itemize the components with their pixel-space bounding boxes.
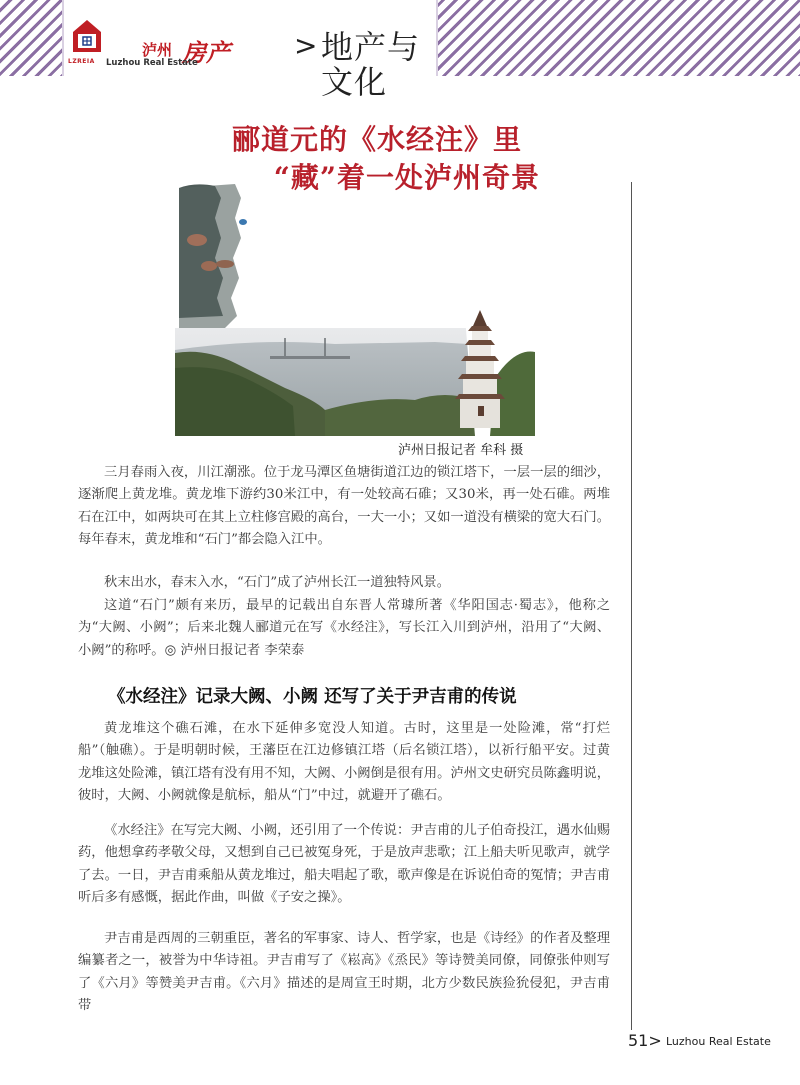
article-title-line-2: “藏”着一处泸州奇景 <box>273 161 540 194</box>
logo-english-text: Luzhou Real Estate <box>106 58 198 68</box>
river-pagoda-photo <box>175 178 535 436</box>
header-separator: > <box>294 29 318 62</box>
house-logo-icon <box>72 18 102 56</box>
paragraph-top-2: 秋末出水，春末入水，“石门”成了泸州长江一道独特风景。 <box>104 575 451 590</box>
logo-brand-text: LZREIA <box>68 58 95 65</box>
logo-city-text: 泸州 <box>142 41 173 59</box>
paragraph-bottom-2: 《水经注》在写完大阙、小阙，还引用了一个传说：尹吉甫的儿子伯奇投江，遇水仙赐药，他想拿药孝敬父母，又想到自己已被冤身死，于是放声悲歌；江上船夫听见歌声，就学了去。一日，尹吉甫乘船从黄龙堆过，船夫唱起了歌，歌声像是在诉说伯奇的冤情；尹吉甫听后多有感慨，据此作曲，叫做《子安之操》。 <box>78 823 610 905</box>
header-logo-panel <box>62 0 438 102</box>
page-number: 51> <box>628 1031 662 1050</box>
paragraph-top-3: 这道“石门”颇有来历，最早的记载出自东晋人常璩所著《华阳国志·蜀志》，他称之为“大阙、小阙”；后来北魏人郦道元在写《水经注》，写长江入川到泸州，沿用了“大阙、小阙”的称呼。◎ 泸州日报记者 李荣泰 <box>78 598 610 658</box>
paragraph-bottom-1: 黄龙堆这个礁石滩，在水下延伸多宽没人知道。古时，这里是一处险滩，常“打烂船”（触礁）。于是明朝时候，王藩臣在江边修镇江塔（后名锁江塔），以祈行船平安。过黄龙堆这处险滩，镇江塔有没有用不知，大阙、小阙倒是很有用。泸州文史研究员陈鑫明说，彼时，大阙、小阙就像是航标，船从“门”中过，就避开了礁石。 <box>78 721 610 803</box>
paragraph-bottom-3: 尹吉甫是西周的三朝重臣，著名的军事家、诗人、哲学家，也是《诗经》的作者及整理编纂者之一，被誉为中华诗祖。尹吉甫写了《崧高》《烝民》等诗赞美同僚，同僚张仲则写了《六月》等赞美尹吉甫。《六月》描述的是周宣王时期，北方少数民族猃狁侵犯，尹吉甫带 <box>78 931 610 1013</box>
section-subheading: 《水经注》记录大阙、小阙 还写了关于尹吉甫的传说 <box>108 687 517 707</box>
photo-credit: 泸州日报记者 牟科 摄 <box>398 443 524 458</box>
article-title-line-1: 郦道元的《水经注》里 <box>231 123 522 156</box>
logo-fangchan-text: 房产 <box>182 38 230 67</box>
footer-english-title: Luzhou Real Estate <box>666 1035 771 1048</box>
section-title: 地产与文化 <box>321 28 421 102</box>
column-divider <box>631 182 632 1030</box>
paragraph-top-1: 三月春雨入夜，川江潮涨。位于龙马潭区鱼塘街道江边的锁江塔下，一层一层的细沙，逐渐爬上黄龙堆。黄龙堆下游约30米江中，有一处较高石碓；又30米，再一处石碓。两堆石在江中，如两块可在其上立柱修宫殿的高台，一大一小；又如一道没有横梁的宽大石门。每年春末，黄龙堆和“石门”都会隐入江中。 <box>78 465 610 547</box>
